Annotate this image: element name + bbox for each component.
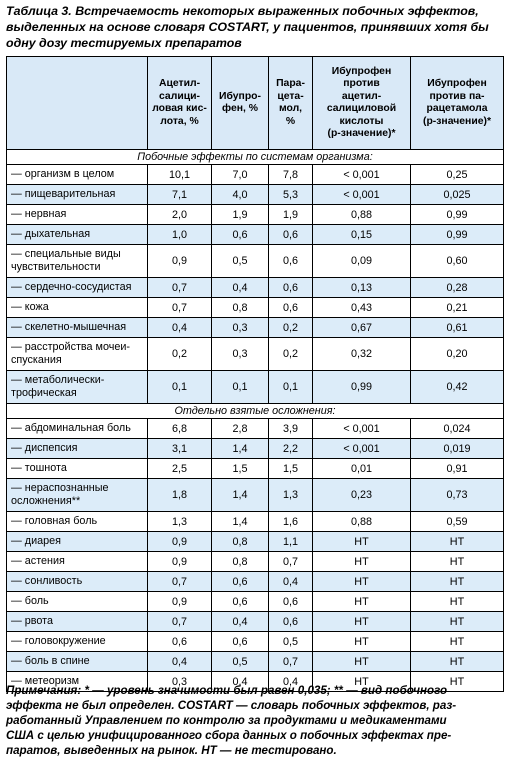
cell-aspirin: 0,1: [148, 371, 212, 404]
cell-p-ibu-vs-asa: < 0,001: [313, 439, 411, 459]
cell-p-ibu-vs-para: НТ: [411, 612, 504, 632]
cell-paracetamol: 0,6: [269, 298, 313, 318]
cell-p-ibu-vs-para: 0,024: [411, 419, 504, 439]
cell-aspirin: 0,4: [148, 318, 212, 338]
cell-aspirin: 0,3: [148, 672, 212, 692]
row-label: — метеоризм: [7, 672, 148, 692]
row-label: — диарея: [7, 532, 148, 552]
cell-aspirin: 0,7: [148, 572, 212, 592]
cell-aspirin: 0,9: [148, 245, 212, 278]
cell-paracetamol: 0,6: [269, 225, 313, 245]
cell-ibuprofen: 1,9: [212, 205, 269, 225]
row-label: — головокружение: [7, 632, 148, 652]
header-cell-aspirin: [148, 57, 212, 150]
cell-p-ibu-vs-para: НТ: [411, 532, 504, 552]
table-row: [7, 459, 504, 479]
table-row: [7, 245, 504, 278]
caption-line: выделенных на основе словаря COSTART, у пациентов, принявших хотя бы: [6, 20, 489, 34]
cell-paracetamol: 0,5: [269, 632, 313, 652]
cell-paracetamol: 0,6: [269, 245, 313, 278]
cell-aspirin: 10,1: [148, 165, 212, 185]
cell-ibuprofen: 0,3: [212, 338, 269, 371]
cell-p-ibu-vs-asa: 0,23: [313, 479, 411, 512]
table-row: [7, 298, 504, 318]
cell-p-ibu-vs-para: НТ: [411, 552, 504, 572]
row-label: — дыхательная: [7, 225, 148, 245]
cell-ibuprofen: 0,6: [212, 225, 269, 245]
cell-p-ibu-vs-para: 0,019: [411, 439, 504, 459]
cell-aspirin: 0,7: [148, 298, 212, 318]
cell-ibuprofen: 0,4: [212, 278, 269, 298]
cell-p-ibu-vs-para: 0,42: [411, 371, 504, 404]
section-row: [7, 150, 504, 165]
row-label: — расстройства мочеи-спускания: [7, 338, 148, 371]
cell-paracetamol: 0,7: [269, 652, 313, 672]
cell-p-ibu-vs-asa: НТ: [313, 572, 411, 592]
cell-paracetamol: 1,9: [269, 205, 313, 225]
cell-p-ibu-vs-asa: 0,09: [313, 245, 411, 278]
table-notes: [6, 683, 504, 758]
cell-paracetamol: 0,2: [269, 318, 313, 338]
cell-ibuprofen: 0,8: [212, 532, 269, 552]
table-row: [7, 532, 504, 552]
cell-aspirin: 0,4: [148, 652, 212, 672]
cell-p-ibu-vs-asa: 0,43: [313, 298, 411, 318]
cell-aspirin: 2,0: [148, 205, 212, 225]
row-label: — абдоминальная боль: [7, 419, 148, 439]
cell-aspirin: 0,9: [148, 592, 212, 612]
cell-p-ibu-vs-asa: НТ: [313, 552, 411, 572]
cell-p-ibu-vs-para: НТ: [411, 572, 504, 592]
cell-ibuprofen: 0,6: [212, 592, 269, 612]
cell-ibuprofen: 0,5: [212, 245, 269, 278]
cell-ibuprofen: 1,4: [212, 439, 269, 459]
cell-ibuprofen: 1,4: [212, 512, 269, 532]
cell-ibuprofen: 0,5: [212, 652, 269, 672]
table-row: [7, 632, 504, 652]
cell-aspirin: 0,7: [148, 612, 212, 632]
cell-paracetamol: 5,3: [269, 185, 313, 205]
cell-ibuprofen: 0,1: [212, 371, 269, 404]
header-row: [7, 57, 504, 150]
row-label: — пищеварительная: [7, 185, 148, 205]
table-row: [7, 318, 504, 338]
row-label: — боль в спине: [7, 652, 148, 672]
row-label: — скелетно-мышечная: [7, 318, 148, 338]
header-cell-paracetamol: [269, 57, 313, 150]
table-row: [7, 165, 504, 185]
cell-ibuprofen: 0,4: [212, 612, 269, 632]
cell-aspirin: 0,9: [148, 552, 212, 572]
cell-p-ibu-vs-para: 0,91: [411, 459, 504, 479]
cell-ibuprofen: 0,6: [212, 572, 269, 592]
section-label: Побочные эффекты по системам организма:: [7, 150, 504, 165]
cell-aspirin: 6,8: [148, 419, 212, 439]
table-row: [7, 552, 504, 572]
cell-p-ibu-vs-asa: 0,15: [313, 225, 411, 245]
table-caption: [6, 3, 504, 51]
cell-aspirin: 0,7: [148, 278, 212, 298]
cell-p-ibu-vs-asa: 0,88: [313, 512, 411, 532]
cell-aspirin: 1,0: [148, 225, 212, 245]
row-label: — диспепсия: [7, 439, 148, 459]
cell-aspirin: 0,2: [148, 338, 212, 371]
cell-ibuprofen: 2,8: [212, 419, 269, 439]
cell-aspirin: 0,6: [148, 632, 212, 652]
cell-p-ibu-vs-para: 0,21: [411, 298, 504, 318]
cell-aspirin: 0,9: [148, 532, 212, 552]
header-text: Ибупрофен против па- рацетамола (р-значение)*: [423, 78, 491, 127]
table-row: [7, 419, 504, 439]
cell-p-ibu-vs-para: 0,60: [411, 245, 504, 278]
cell-p-ibu-vs-para: 0,61: [411, 318, 504, 338]
cell-p-ibu-vs-para: НТ: [411, 592, 504, 612]
cell-paracetamol: 1,5: [269, 459, 313, 479]
cell-p-ibu-vs-asa: 0,32: [313, 338, 411, 371]
cell-ibuprofen: 1,5: [212, 459, 269, 479]
table-row: [7, 278, 504, 298]
header-text: Ибупро- фен, %: [219, 90, 261, 114]
cell-p-ibu-vs-para: 0,20: [411, 338, 504, 371]
row-label: — метаболически-трофическая: [7, 371, 148, 404]
row-label: — специальные виды чувствительности: [7, 245, 148, 278]
notes-line: эффекта не был определен. COSTART — словарь побочных эффектов, раз-: [6, 699, 457, 712]
section-label: Отдельно взятые осложнения:: [7, 404, 504, 419]
cell-p-ibu-vs-para: 0,73: [411, 479, 504, 512]
adverse-effects-table: [6, 56, 504, 692]
cell-p-ibu-vs-asa: НТ: [313, 652, 411, 672]
header-text: Ацетил- салици- ловая кис- лота, %: [152, 78, 207, 127]
cell-p-ibu-vs-asa: НТ: [313, 612, 411, 632]
cell-p-ibu-vs-para: 0,99: [411, 205, 504, 225]
table-row: [7, 512, 504, 532]
notes-line: США с целью унифицированного сбора данных о побочных эффектах пре-: [6, 729, 452, 742]
cell-p-ibu-vs-para: 0,28: [411, 278, 504, 298]
cell-p-ibu-vs-asa: 0,99: [313, 371, 411, 404]
notes-line: паратов, выведенных на рынок. НТ — не тестировано.: [6, 744, 337, 757]
cell-p-ibu-vs-para: 0,99: [411, 225, 504, 245]
table-body: [7, 150, 504, 692]
caption-line: Таблица 3. Встречаемость некоторых выраженных побочных эффектов,: [6, 4, 479, 18]
cell-ibuprofen: 0,8: [212, 298, 269, 318]
cell-aspirin: 2,5: [148, 459, 212, 479]
caption-line: одну дозу тестируемых препаратов: [6, 36, 242, 50]
table-row: [7, 479, 504, 512]
cell-ibuprofen: 0,6: [212, 632, 269, 652]
row-label: — боль: [7, 592, 148, 612]
header-cell-name: [7, 57, 148, 150]
cell-p-ibu-vs-para: НТ: [411, 672, 504, 692]
cell-p-ibu-vs-asa: НТ: [313, 532, 411, 552]
cell-ibuprofen: 1,4: [212, 479, 269, 512]
row-label: — рвота: [7, 612, 148, 632]
cell-paracetamol: 0,2: [269, 338, 313, 371]
cell-ibuprofen: 0,8: [212, 552, 269, 572]
header-text: Ибупрофен против ацетил- салициловой кислоты (р-значение)*: [326, 65, 397, 139]
notes-line: работанный Управлением по контролю за продуктами и медикаментами: [6, 714, 447, 727]
cell-paracetamol: 0,4: [269, 572, 313, 592]
table-row: [7, 225, 504, 245]
cell-p-ibu-vs-asa: < 0,001: [313, 185, 411, 205]
cell-ibuprofen: 0,3: [212, 318, 269, 338]
table-row: [7, 652, 504, 672]
cell-p-ibu-vs-para: 0,025: [411, 185, 504, 205]
row-label: — кожа: [7, 298, 148, 318]
cell-paracetamol: 0,6: [269, 612, 313, 632]
cell-paracetamol: 0,6: [269, 592, 313, 612]
cell-p-ibu-vs-asa: 0,13: [313, 278, 411, 298]
cell-p-ibu-vs-para: 0,25: [411, 165, 504, 185]
row-label: — головная боль: [7, 512, 148, 532]
notes-line: Примечания: * — уровень значимости был равен 0,035; ** — вид побочного: [6, 684, 448, 697]
table-row: [7, 185, 504, 205]
cell-p-ibu-vs-para: 0,59: [411, 512, 504, 532]
header-cell-ibu-vs-para: [411, 57, 504, 150]
cell-paracetamol: 2,2: [269, 439, 313, 459]
row-label: — сонливость: [7, 572, 148, 592]
row-label: — нервная: [7, 205, 148, 225]
cell-paracetamol: 1,3: [269, 479, 313, 512]
cell-p-ibu-vs-asa: НТ: [313, 592, 411, 612]
cell-aspirin: 1,8: [148, 479, 212, 512]
table-row: [7, 338, 504, 371]
cell-ibuprofen: 0,4: [212, 672, 269, 692]
table-row: [7, 371, 504, 404]
header-text: Пара- цета- мол, %: [276, 78, 305, 127]
cell-aspirin: 1,3: [148, 512, 212, 532]
table-row: [7, 205, 504, 225]
table-row: [7, 439, 504, 459]
header-cell-ibu-vs-asa: [313, 57, 411, 150]
cell-p-ibu-vs-para: НТ: [411, 632, 504, 652]
cell-paracetamol: 1,1: [269, 532, 313, 552]
header-cell-ibuprofen: [212, 57, 269, 150]
cell-p-ibu-vs-para: НТ: [411, 652, 504, 672]
cell-paracetamol: 0,7: [269, 552, 313, 572]
cell-paracetamol: 0,4: [269, 672, 313, 692]
table-row: [7, 612, 504, 632]
cell-paracetamol: 3,9: [269, 419, 313, 439]
cell-p-ibu-vs-asa: < 0,001: [313, 419, 411, 439]
section-row: [7, 404, 504, 419]
cell-aspirin: 3,1: [148, 439, 212, 459]
row-label: — тошнота: [7, 459, 148, 479]
cell-p-ibu-vs-asa: НТ: [313, 672, 411, 692]
cell-p-ibu-vs-asa: 0,88: [313, 205, 411, 225]
cell-paracetamol: 1,6: [269, 512, 313, 532]
cell-ibuprofen: 4,0: [212, 185, 269, 205]
row-label: — нераспознанные осложнения**: [7, 479, 148, 512]
table-row: [7, 592, 504, 612]
cell-paracetamol: 0,6: [269, 278, 313, 298]
row-label: — астения: [7, 552, 148, 572]
row-label: — организм в целом: [7, 165, 148, 185]
cell-paracetamol: 0,1: [269, 371, 313, 404]
cell-p-ibu-vs-asa: 0,67: [313, 318, 411, 338]
cell-p-ibu-vs-asa: НТ: [313, 632, 411, 652]
table-row: [7, 572, 504, 592]
cell-ibuprofen: 7,0: [212, 165, 269, 185]
cell-aspirin: 7,1: [148, 185, 212, 205]
row-label: — сердечно-сосудистая: [7, 278, 148, 298]
cell-paracetamol: 7,8: [269, 165, 313, 185]
cell-p-ibu-vs-asa: 0,01: [313, 459, 411, 479]
cell-p-ibu-vs-asa: < 0,001: [313, 165, 411, 185]
